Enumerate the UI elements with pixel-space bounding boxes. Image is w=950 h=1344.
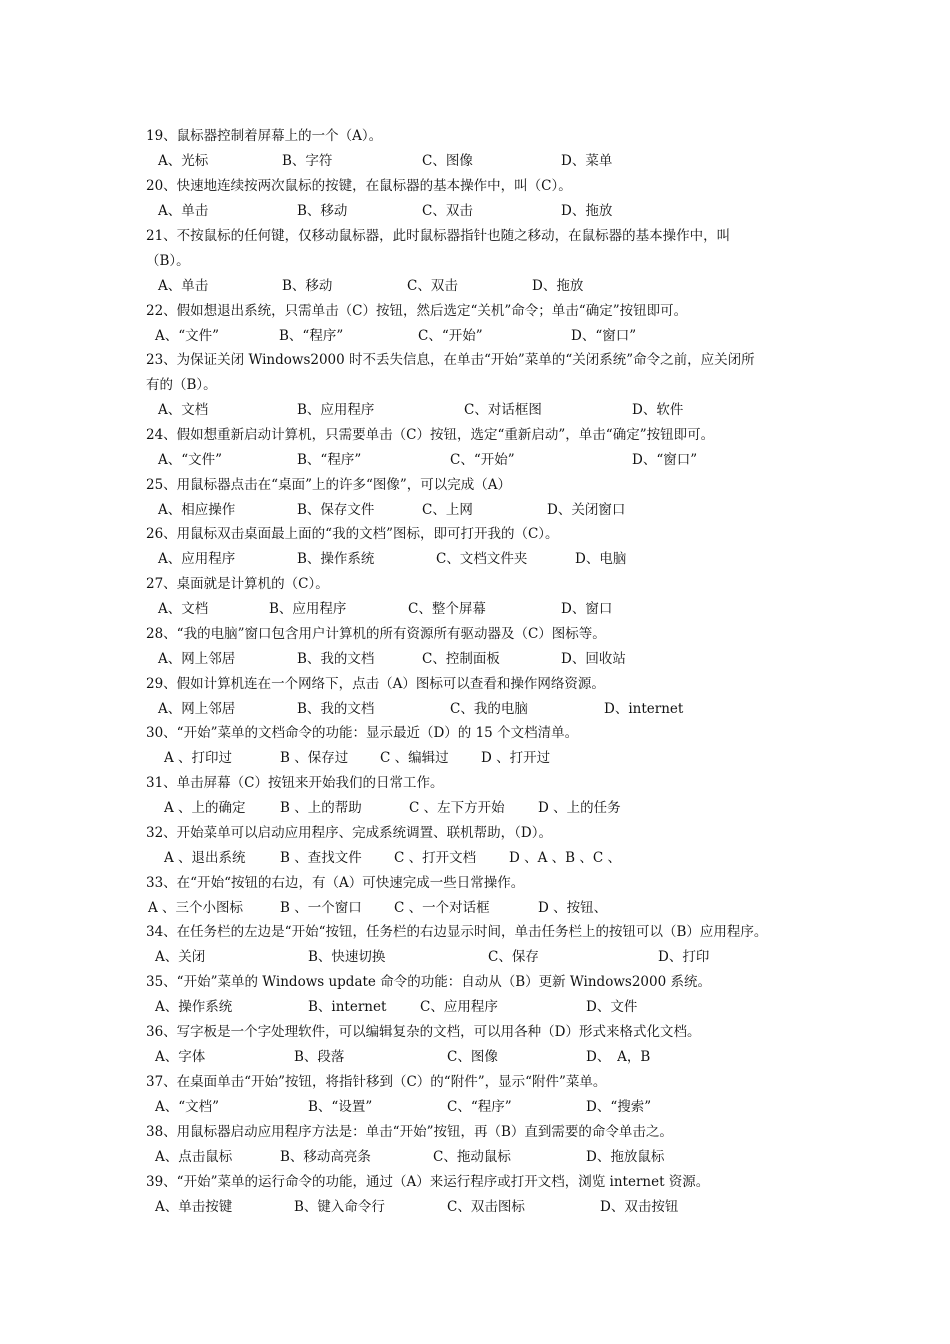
option-a: A、“文件” xyxy=(155,328,220,344)
option-c: C、控制面板 xyxy=(422,651,500,667)
option-a: A、操作系统 xyxy=(155,999,233,1015)
option-c: C、双击 xyxy=(422,203,473,219)
option-d: D、“搜索” xyxy=(586,1099,652,1115)
option-c: C、“开始” xyxy=(418,328,483,344)
question-stem: 31、单击屏幕（C）按钮来开始我们的日常工作。 xyxy=(146,775,444,791)
question-stem: 22、假如想退出系统，只需单击（C）按钮，然后选定“关机”命令；单击“确定”按钮即可。 xyxy=(146,303,688,319)
option-a: A 、退出系统 xyxy=(164,850,246,866)
option-b: B、应用程序 xyxy=(269,601,347,617)
option-a: A、相应操作 xyxy=(158,502,236,518)
option-c: C、“程序” xyxy=(447,1099,512,1115)
option-b: B、我的文档 xyxy=(297,651,375,667)
question-stem: 28、“我的电脑”窗口包含用户计算机的所有资源所有驱动器及（C）图标等。 xyxy=(146,626,606,642)
option-c: C、双击 xyxy=(407,278,458,294)
option-a: A 、三个小图标 xyxy=(148,900,244,916)
question-stem: 23、为保证关闭 Windows2000 时不丢失信息，在单击“开始”菜单的“关闭系统”命令之前，应关闭所 xyxy=(146,352,755,368)
option-b: B、键入命令行 xyxy=(294,1199,385,1215)
option-a: A、单击按键 xyxy=(155,1199,233,1215)
option-d: D、回收站 xyxy=(561,651,626,667)
option-b: B、操作系统 xyxy=(297,551,375,567)
question-stem: 33、在“开始“按钮的右边，有（A）可快速完成一些日常操作。 xyxy=(146,875,525,891)
option-a: A 、打印过 xyxy=(164,750,233,766)
question-stem: 27、桌面就是计算机的（C）。 xyxy=(146,576,329,592)
option-b: B、段落 xyxy=(294,1049,345,1065)
option-c: C、“开始” xyxy=(450,452,515,468)
option-d: D、internet xyxy=(604,701,684,717)
option-c: C、上网 xyxy=(422,502,473,518)
option-b: B、移动 xyxy=(297,203,348,219)
option-c: C 、编辑过 xyxy=(380,750,449,766)
option-c: C、整个屏幕 xyxy=(408,601,486,617)
question-stem: 34、在任务栏的左边是“开始“按钮，任务栏的右边显示时间，单击任务栏上的按钮可以（B）应用程序。 xyxy=(146,924,768,940)
option-c: C、图像 xyxy=(447,1049,498,1065)
option-a: A、应用程序 xyxy=(158,551,236,567)
question-stem-continued: （B）。 xyxy=(146,253,190,269)
question-stem: 36、写字板是一个字处理软件，可以编辑复杂的文档，可以用各种（D）形式来格式化文档。 xyxy=(146,1024,701,1040)
option-b: B、“程序” xyxy=(297,452,362,468)
option-d: D、拖放 xyxy=(532,278,584,294)
option-a: A、关闭 xyxy=(155,949,206,965)
option-b: B、快速切换 xyxy=(308,949,386,965)
option-c: C、文档文件夹 xyxy=(436,551,528,567)
option-a: A、“文件” xyxy=(158,452,223,468)
question-stem: 37、在桌面单击“开始”按钮，将指针移到（C）的“附件”，显示“附件”菜单。 xyxy=(146,1074,607,1090)
option-c: C、图像 xyxy=(422,153,473,169)
option-a: A、单击 xyxy=(158,278,209,294)
option-d: D、软件 xyxy=(632,402,684,418)
option-d: D、 A，B xyxy=(586,1049,651,1065)
option-a: A 、上的确定 xyxy=(164,800,246,816)
option-c: C 、打开文档 xyxy=(394,850,477,866)
option-d: D、“窗口” xyxy=(632,452,698,468)
question-stem: 25、用鼠标器点击在“桌面”上的许多“图像”，可以完成（A） xyxy=(146,477,512,493)
option-c: C、对话框图 xyxy=(464,402,542,418)
question-stem: 19、鼠标器控制着屏幕上的一个（A）。 xyxy=(146,128,383,144)
option-c: C、我的电脑 xyxy=(450,701,528,717)
question-stem-continued: 有的（B）。 xyxy=(146,377,217,393)
option-b: B 、一个窗口 xyxy=(280,900,362,916)
option-b: B、“设置” xyxy=(308,1099,373,1115)
option-b: B、应用程序 xyxy=(297,402,375,418)
question-stem: 39、“开始”菜单的运行命令的功能，通过（A）来运行程序或打开文档，浏览 internet 资源。 xyxy=(146,1174,710,1190)
option-d: D 、打开过 xyxy=(481,750,551,766)
option-b: B 、上的帮助 xyxy=(280,800,362,816)
option-d: D 、按钮、 xyxy=(538,900,608,916)
question-stem: 29、假如计算机连在一个网络下，点击（A）图标可以查看和操作网络资源。 xyxy=(146,676,605,692)
option-b: B、移动 xyxy=(282,278,333,294)
question-stem: 38、用鼠标器启动应用程序方法是：单击“开始”按钮，再（B）直到需要的命令单击之。 xyxy=(146,1124,673,1140)
option-b: B、字符 xyxy=(282,153,333,169)
option-d: D、关闭窗口 xyxy=(547,502,626,518)
question-stem: 32、开始菜单可以启动应用程序、完成系统调置、联机帮助，（D）。 xyxy=(146,825,553,841)
option-a: A、光标 xyxy=(158,153,209,169)
option-d: D 、上的任务 xyxy=(538,800,621,816)
option-d: D、窗口 xyxy=(561,601,613,617)
option-a: A、网上邻居 xyxy=(158,701,236,717)
option-a: A、网上邻居 xyxy=(158,651,236,667)
option-d: D、拖放 xyxy=(561,203,613,219)
option-b: B、我的文档 xyxy=(297,701,375,717)
option-d: D、拖放鼠标 xyxy=(586,1149,665,1165)
option-b: B 、查找文件 xyxy=(280,850,362,866)
question-stem: 24、假如想重新启动计算机，只需要单击（C）按钮，选定“重新启动”，单击“确定”按钮即可。 xyxy=(146,427,715,443)
option-d: D、双击按钮 xyxy=(600,1199,679,1215)
option-c: C、应用程序 xyxy=(420,999,498,1015)
option-c: C、保存 xyxy=(488,949,539,965)
question-stem: 21、不按鼠标的任何键，仅移动鼠标器，此时鼠标器指针也随之移动，在鼠标器的基本操作中，叫 xyxy=(146,228,731,244)
option-a: A、文档 xyxy=(158,402,209,418)
option-a: A、文档 xyxy=(158,601,209,617)
option-d: D、“窗口” xyxy=(571,328,637,344)
option-d: D、电脑 xyxy=(575,551,627,567)
option-b: B、保存文件 xyxy=(297,502,375,518)
option-d: D 、A 、B 、C 、 xyxy=(509,850,621,866)
option-d: D、打印 xyxy=(658,949,710,965)
option-c: C 、一个对话框 xyxy=(394,900,490,916)
option-b: B 、保存过 xyxy=(280,750,349,766)
option-b: B、移动高亮条 xyxy=(280,1149,371,1165)
option-b: B、internet xyxy=(308,999,387,1015)
option-c: C 、左下方开始 xyxy=(409,800,505,816)
option-b: B、“程序” xyxy=(279,328,344,344)
option-d: D、菜单 xyxy=(561,153,613,169)
question-stem: 30、“开始”菜单的文档命令的功能：显示最近（D）的 15 个文档清单。 xyxy=(146,725,579,741)
option-a: A、字体 xyxy=(155,1049,206,1065)
option-c: C、拖动鼠标 xyxy=(433,1149,511,1165)
option-a: A、“文档” xyxy=(155,1099,220,1115)
question-stem: 35、“开始”菜单的 Windows update 命令的功能：自动从（B）更新 Windows2000 系统。 xyxy=(146,974,711,990)
option-c: C、双击图标 xyxy=(447,1199,525,1215)
option-d: D、文件 xyxy=(586,999,638,1015)
option-a: A、点击鼠标 xyxy=(155,1149,233,1165)
option-a: A、单击 xyxy=(158,203,209,219)
question-stem: 20、快速地连续按两次鼠标的按键，在鼠标器的基本操作中，叫（C）。 xyxy=(146,178,572,194)
question-stem: 26、用鼠标双击桌面最上面的“我的文档”图标，即可打开我的（C）。 xyxy=(146,526,559,542)
